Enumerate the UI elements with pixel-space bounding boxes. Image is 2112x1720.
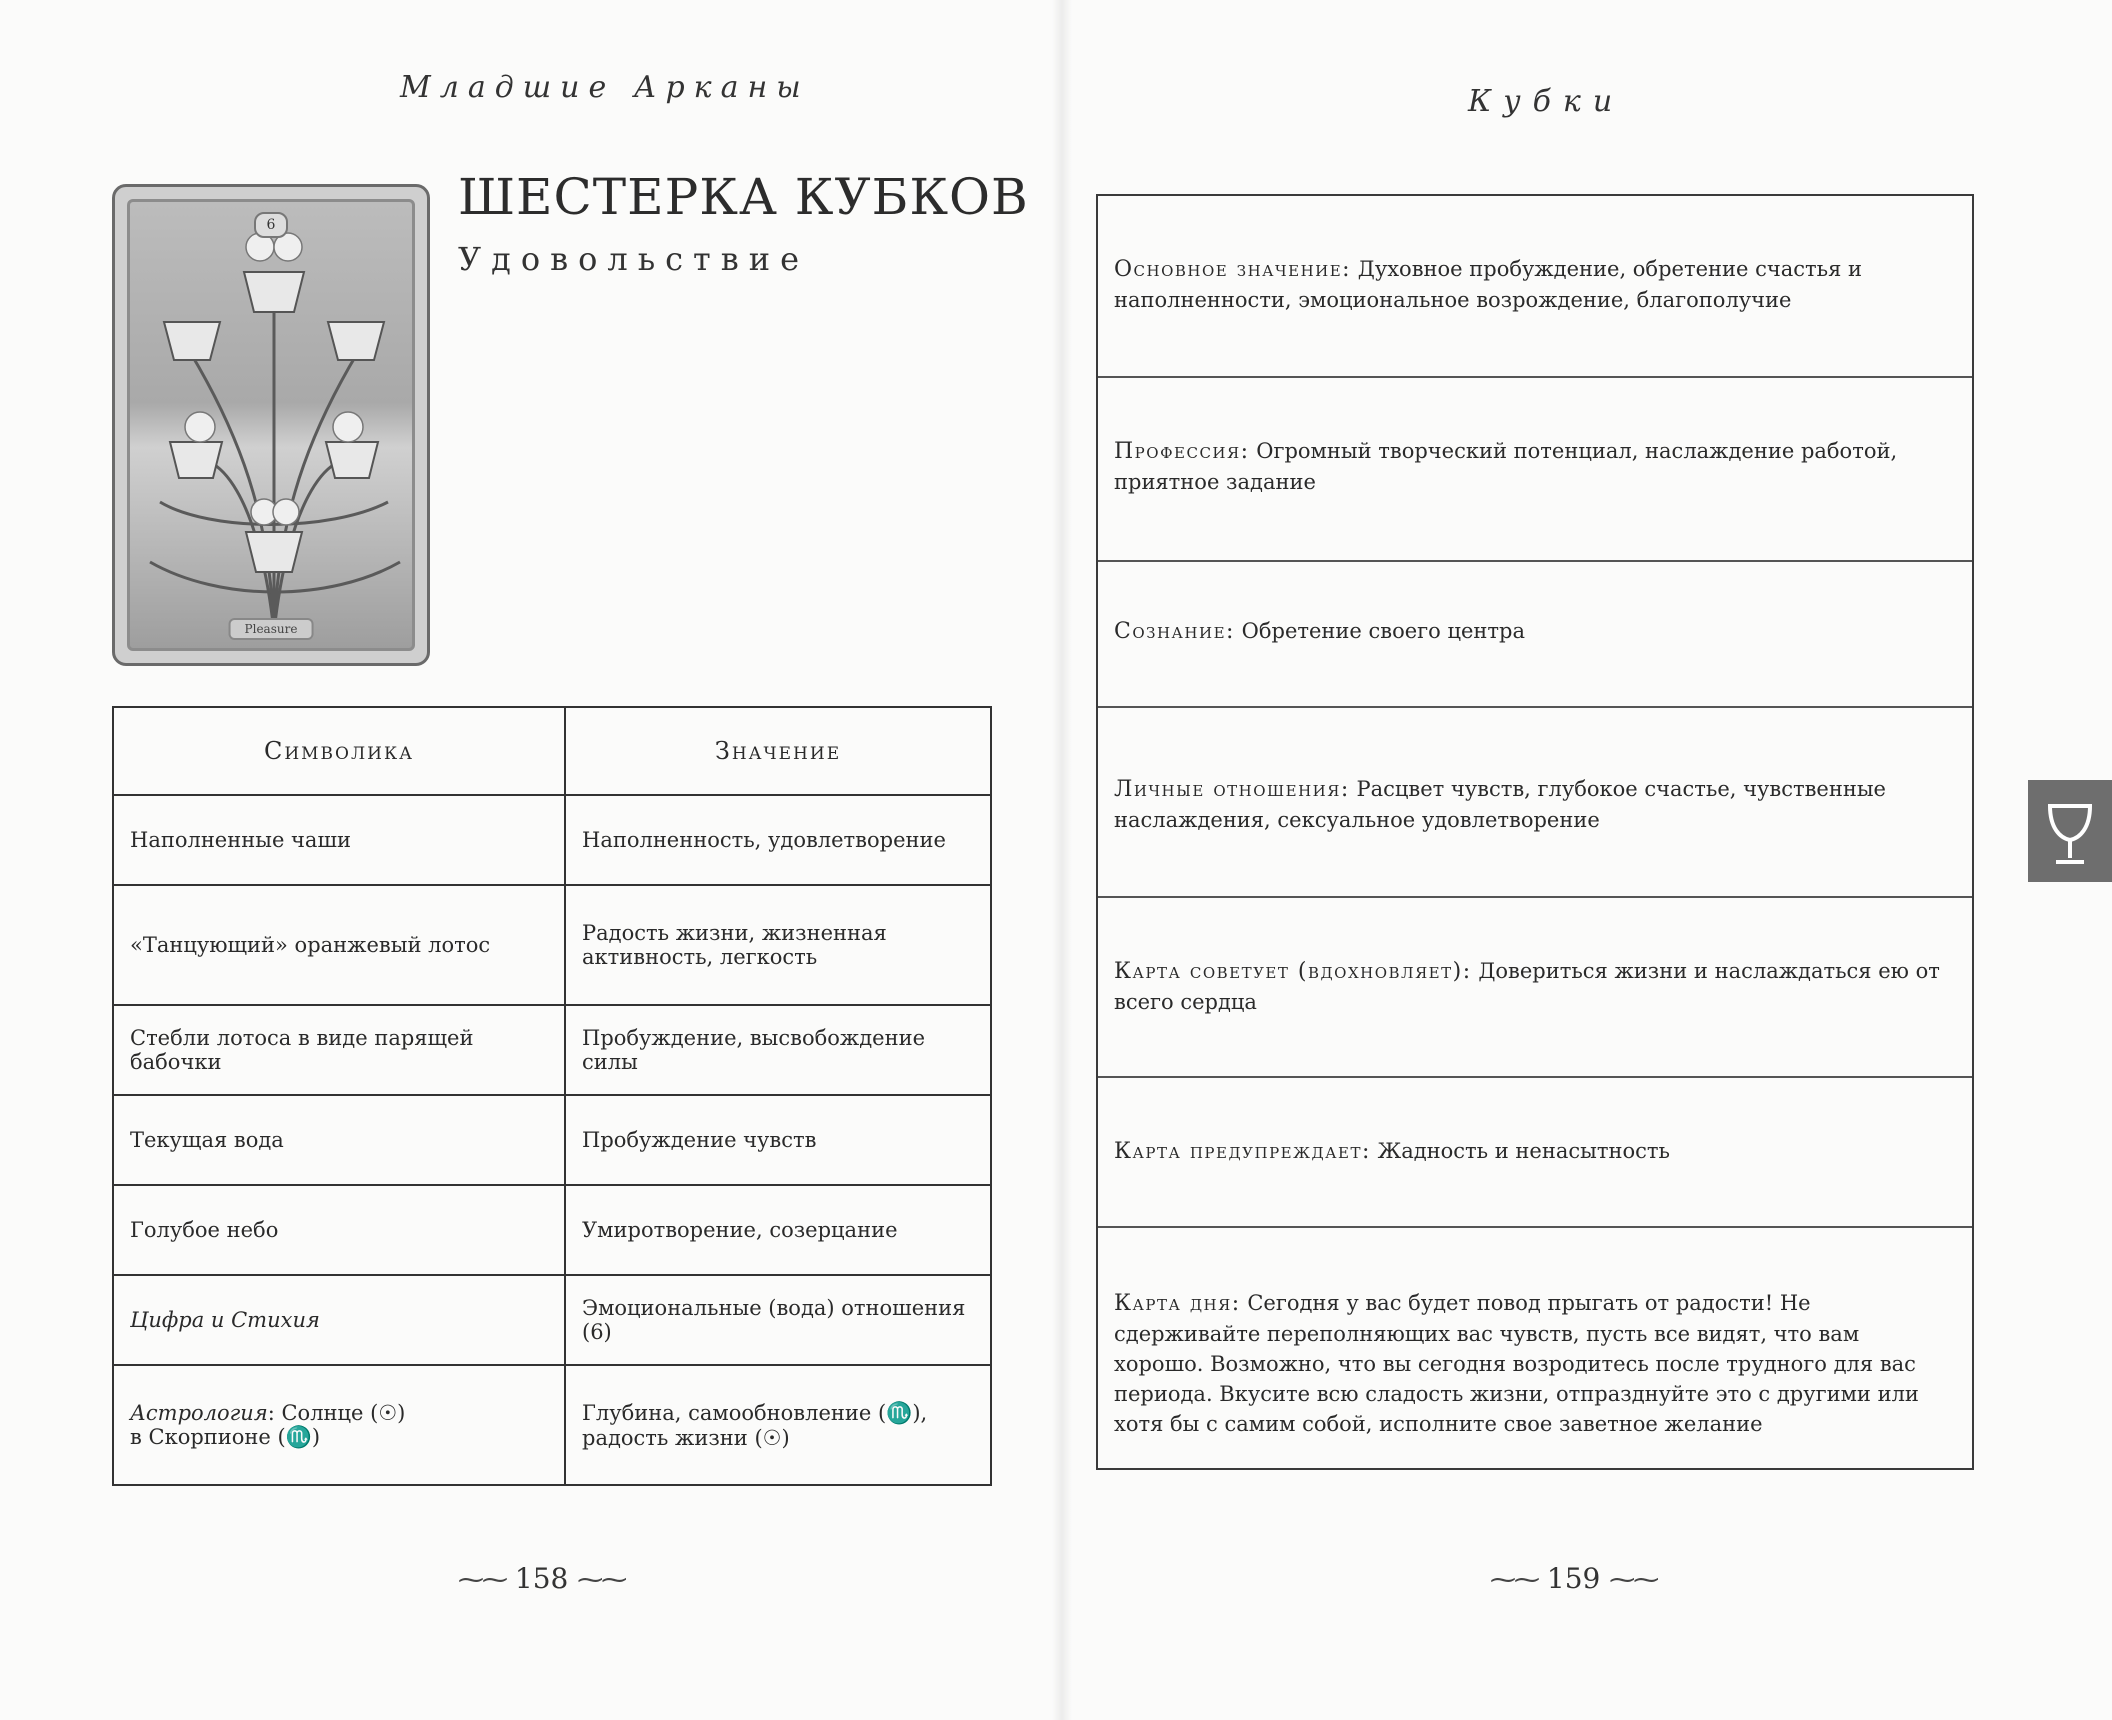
- table-row: [113, 1005, 991, 1095]
- meaning-cell: Наполненность, удовлетворение: [565, 795, 991, 885]
- meaning-cell: Эмоциональные (вода) отношения (6): [565, 1275, 991, 1365]
- section-text: Довериться жизни и наслаждаться ею от всего сердца: [1114, 959, 1940, 1014]
- separator: [1098, 376, 1972, 378]
- running-head-right: Кубки: [1468, 84, 1625, 119]
- symbol-cell: Стебли лотоса в виде парящей бабочки: [113, 1005, 565, 1095]
- meaning-cell: Глубина, самообновление (♏), радость жизни (☉): [565, 1365, 991, 1485]
- meaning-cell: Пробуждение чувств: [565, 1095, 991, 1185]
- card-subtitle: Удовольствие: [458, 240, 810, 278]
- section-text: Сегодня у вас будет повод прыгать от радости! Не сдерживайте переполняющих вас чувств, пусть все видят, что вам хорошо. Возможно, что вы сегодня возродитесь после трудного для вас периода. Вкусите всю сладость жизни, отпразднуйте это с другими или хотя бы с самим собой, исполните свое заветное желание: [1114, 1291, 1919, 1436]
- tarot-card-image: [112, 184, 430, 666]
- section-text: Расцвет чувств, глубокое счастье, чувственные наслаждения, сексуальное удовлетворение: [1114, 777, 1886, 832]
- section-label: Карта советует (вдохновляет):: [1114, 959, 1472, 984]
- symbol-cell: Наполненные чаши: [113, 795, 565, 885]
- section-relationships: [1098, 774, 1972, 835]
- ornament-right: ⁓⁓: [577, 1565, 626, 1595]
- section-thumb-tab: [2028, 780, 2112, 882]
- section-text: Жадность и ненасытность: [1377, 1139, 1670, 1163]
- folio-number: 158: [514, 1562, 569, 1595]
- section-main-meaning: [1098, 254, 1972, 315]
- section-consciousness: [1098, 616, 1972, 647]
- symbol-cell: Цифра и Стихия: [113, 1275, 565, 1365]
- meanings-box: [1096, 194, 1974, 1470]
- right-page: [1060, 0, 2112, 1720]
- header-symbolism: Символика: [113, 707, 565, 795]
- card-artwork: [127, 199, 415, 651]
- separator: [1098, 560, 1972, 562]
- section-text: Обретение своего центра: [1241, 619, 1525, 643]
- section-label: Личные отношения:: [1114, 777, 1350, 802]
- section-text: Огромный творческий потенциал, наслаждение работой, приятное задание: [1114, 439, 1898, 494]
- separator: [1098, 1226, 1972, 1228]
- symbol-cell: [113, 1365, 565, 1485]
- section-advice: [1098, 956, 1972, 1017]
- table-header-row: [113, 707, 991, 795]
- cup-icon: [2028, 780, 2112, 882]
- section-label: Основное значение:: [1114, 257, 1352, 282]
- running-head-left: Младшие Арканы: [400, 70, 810, 105]
- page-number-right: [1490, 1562, 1657, 1595]
- table-row: [113, 885, 991, 1005]
- meaning-cell: Умиротворение, созерцание: [565, 1185, 991, 1275]
- symbol-cell: Текущая вода: [113, 1095, 565, 1185]
- table-row: [113, 1185, 991, 1275]
- section-warning: [1098, 1136, 1972, 1167]
- ornament-left: ⁓⁓: [1490, 1565, 1538, 1595]
- astrology-scorpio: в Скорпионе (♏): [130, 1424, 321, 1449]
- section-label: Сознание:: [1114, 619, 1235, 644]
- symbolism-table: [112, 706, 992, 1486]
- section-label: Профессия:: [1114, 439, 1250, 464]
- meaning-cell: Пробуждение, высвобождение силы: [565, 1005, 991, 1095]
- table-row: [113, 1095, 991, 1185]
- card-number: 6: [254, 212, 288, 238]
- separator: [1098, 706, 1972, 708]
- card-title: ШЕСТЕРКА КУБКОВ: [458, 168, 1029, 226]
- separator: [1098, 896, 1972, 898]
- ornament-right: ⁓⁓: [1609, 1565, 1658, 1595]
- section-profession: [1098, 436, 1972, 497]
- separator: [1098, 1076, 1972, 1078]
- section-label: Карта предупреждает:: [1114, 1139, 1371, 1164]
- section-text: Духовное пробуждение, обретение счастья и наполненности, эмоциональное возрождение, благополучие: [1114, 257, 1862, 312]
- page-number-left: [458, 1562, 625, 1595]
- astrology-sun: : Солнце (☉): [267, 1400, 406, 1425]
- header-meaning: Значение: [565, 707, 991, 795]
- cups-illustration-icon: [130, 202, 415, 651]
- section-label: Карта дня:: [1114, 1291, 1241, 1316]
- astrology-label: Астрология: [130, 1400, 268, 1425]
- ornament-left: ⁓⁓: [458, 1565, 506, 1595]
- table-row: [113, 1275, 991, 1365]
- meaning-cell: Радость жизни, жизненная активность, легкость: [565, 885, 991, 1005]
- table-row: [113, 1365, 991, 1485]
- folio-number: 159: [1546, 1562, 1601, 1595]
- section-card-of-day: [1098, 1288, 1972, 1439]
- symbol-cell: «Танцующий» оранжевый лотос: [113, 885, 565, 1005]
- table-row: [113, 795, 991, 885]
- card-caption: Pleasure: [229, 618, 314, 640]
- symbol-cell: Голубое небо: [113, 1185, 565, 1275]
